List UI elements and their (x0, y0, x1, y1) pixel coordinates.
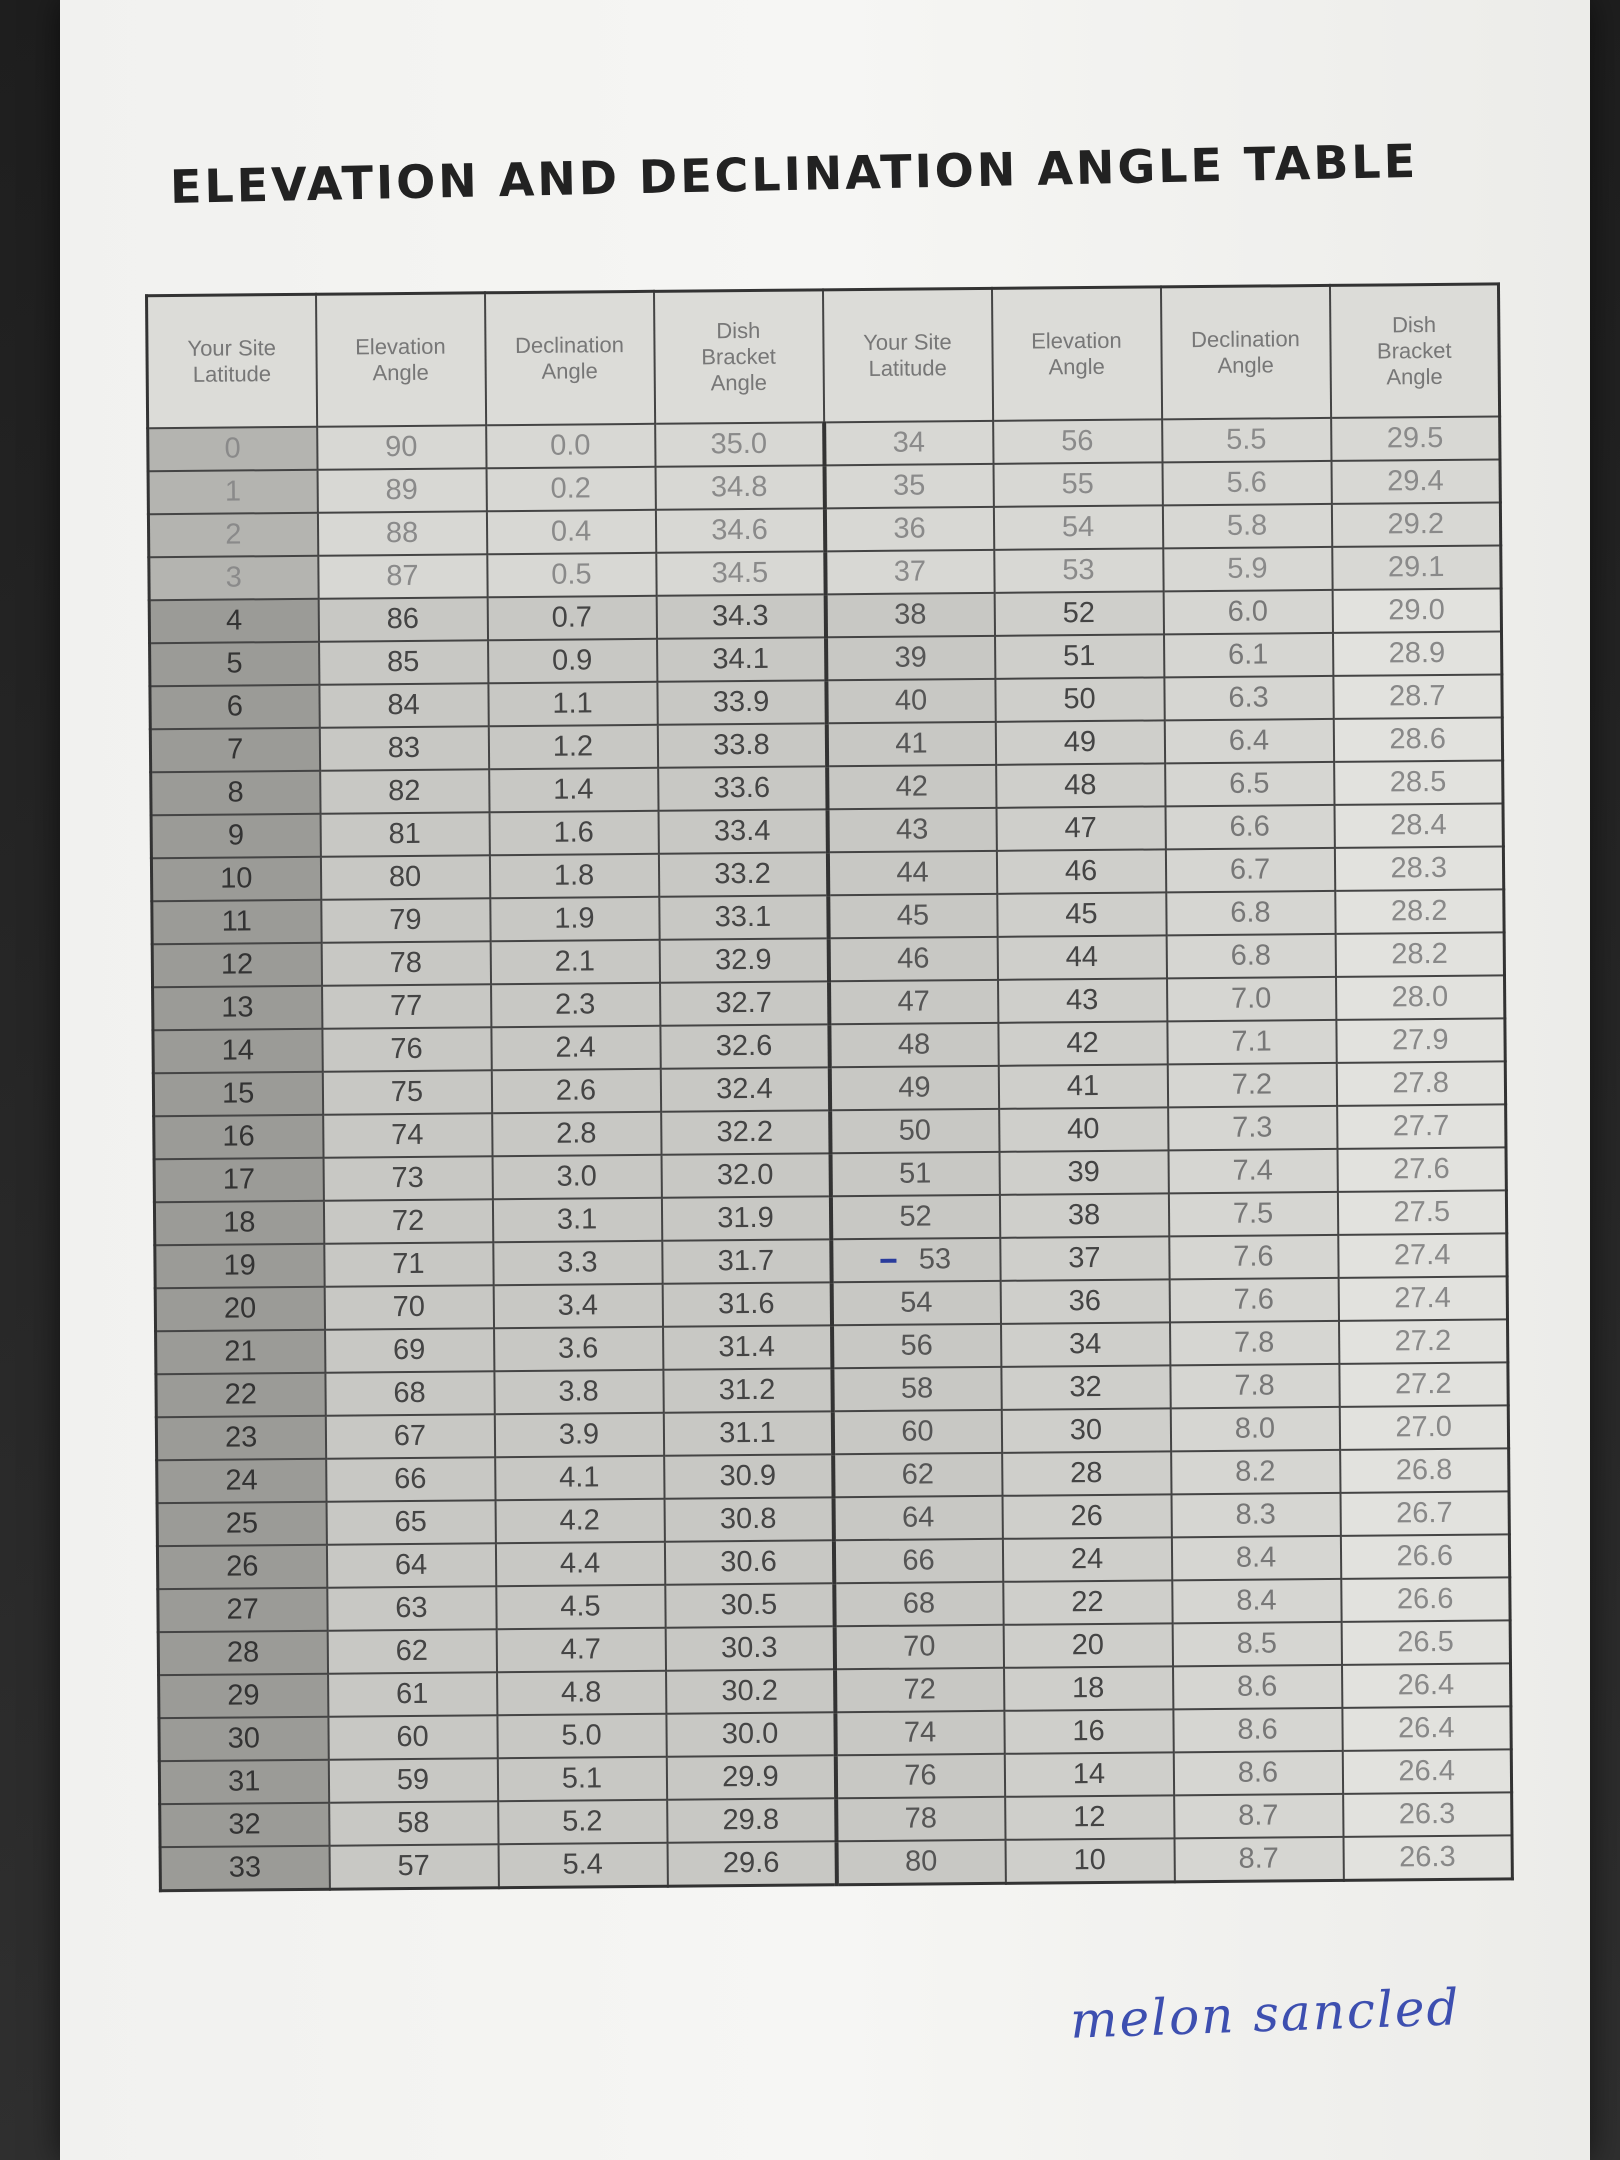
cell-dish-bracket-angle: 28.2 (1335, 889, 1504, 933)
cell-site-latitude: 16 (154, 1115, 323, 1159)
cell-declination-angle: 1.1 (488, 682, 657, 726)
cell-declination-angle: 5.6 (1162, 461, 1331, 505)
cell-site-latitude: 35 (824, 464, 993, 508)
cell-declination-angle: 7.2 (1167, 1063, 1336, 1107)
cell-elevation-angle: 50 (995, 677, 1164, 721)
cell-dish-bracket-angle: 26.4 (1342, 1663, 1511, 1707)
cell-declination-angle: 6.0 (1163, 590, 1332, 634)
cell-site-latitude: 1 (148, 470, 317, 514)
cell-elevation-angle: 59 (328, 1758, 497, 1802)
cell-elevation-angle: 12 (1005, 1795, 1174, 1839)
cell-site-latitude: 49 (829, 1066, 998, 1110)
cell-elevation-angle: 47 (996, 806, 1165, 850)
cell-dish-bracket-angle: 28.2 (1335, 932, 1504, 976)
cell-site-latitude: 46 (828, 937, 997, 981)
cell-declination-angle: 8.7 (1174, 1794, 1343, 1838)
cell-elevation-angle: 26 (1002, 1494, 1171, 1538)
cell-dish-bracket-angle: 32.7 (660, 981, 829, 1025)
cell-elevation-angle: 37 (1000, 1236, 1169, 1280)
cell-dish-bracket-angle: 27.0 (1339, 1405, 1508, 1449)
cell-declination-angle: 0.9 (488, 639, 657, 683)
cell-dish-bracket-angle: 27.6 (1337, 1147, 1506, 1191)
cell-elevation-angle: 66 (326, 1457, 495, 1501)
cell-declination-angle: 3.3 (493, 1241, 662, 1285)
cell-dish-bracket-angle: 35.0 (655, 422, 824, 466)
header-row (147, 284, 1500, 428)
cell-elevation-angle: 52 (994, 591, 1163, 635)
cell-site-latitude: 6 (150, 685, 319, 729)
cell-dish-bracket-angle: 26.3 (1343, 1835, 1512, 1880)
cell-site-latitude: 18 (154, 1201, 323, 1245)
cell-dish-bracket-angle: 30.2 (666, 1669, 835, 1713)
cell-elevation-angle: 60 (328, 1715, 497, 1759)
cell-elevation-angle: 30 (1001, 1408, 1170, 1452)
cell-elevation-angle: 32 (1001, 1365, 1170, 1409)
cell-declination-angle: 4.1 (495, 1456, 664, 1500)
cell-elevation-angle: 58 (329, 1801, 498, 1845)
cell-site-latitude: 41 (826, 722, 995, 766)
cell-site-latitude: 45 (828, 894, 997, 938)
cell-site-latitude: 36 (824, 507, 993, 551)
cell-dish-bracket-angle: 29.5 (1331, 416, 1500, 460)
cell-declination-angle: 3.4 (493, 1284, 662, 1328)
cell-elevation-angle: 39 (999, 1150, 1168, 1194)
cell-dish-bracket-angle: 31.6 (662, 1282, 831, 1326)
cell-dish-bracket-angle: 32.0 (661, 1153, 830, 1197)
cell-elevation-angle: 54 (993, 505, 1162, 549)
cell-elevation-angle: 78 (321, 941, 490, 985)
cell-dish-bracket-angle: 28.6 (1333, 717, 1502, 761)
cell-site-latitude: 78 (836, 1797, 1005, 1841)
cell-declination-angle: 4.8 (497, 1671, 666, 1715)
cell-value: 53 (918, 1243, 952, 1276)
header-dish-bracket-angle: Dish Bracket Angle (653, 290, 823, 424)
cell-declination-angle: 6.8 (1166, 891, 1335, 935)
cell-declination-angle: 6.8 (1166, 934, 1335, 978)
cell-declination-angle: 8.2 (1171, 1450, 1340, 1494)
cell-declination-angle: 7.8 (1170, 1321, 1339, 1365)
cell-elevation-angle: 55 (993, 462, 1162, 506)
cell-declination-angle: 2.4 (491, 1026, 660, 1070)
cell-declination-angle: 8.3 (1171, 1493, 1340, 1537)
table-container (60, 282, 1604, 1893)
cell-elevation-angle: 89 (317, 468, 486, 512)
cell-declination-angle: 0.7 (487, 596, 656, 640)
cell-dish-bracket-angle: 29.4 (1331, 459, 1500, 503)
cell-site-latitude: 37 (825, 550, 994, 594)
cell-dish-bracket-angle: 32.6 (660, 1024, 829, 1068)
cell-declination-angle: 7.0 (1167, 977, 1336, 1021)
cell-elevation-angle: 67 (325, 1414, 494, 1458)
cell-site-latitude: 25 (157, 1502, 326, 1546)
cell-dish-bracket-angle: 30.3 (665, 1626, 834, 1670)
cell-dish-bracket-angle: 30.6 (664, 1540, 833, 1584)
cell-declination-angle: 0.5 (487, 553, 656, 597)
cell-elevation-angle: 62 (327, 1629, 496, 1673)
cell-site-latitude: 0 (148, 427, 317, 471)
cell-elevation-angle: 49 (995, 720, 1164, 764)
cell-dish-bracket-angle: 34.5 (656, 551, 825, 595)
cell-elevation-angle: 68 (325, 1371, 494, 1415)
cell-declination-angle: 8.4 (1171, 1536, 1340, 1580)
cell-elevation-angle: 57 (329, 1844, 498, 1889)
cell-elevation-angle: 73 (323, 1156, 492, 1200)
cell-declination-angle: 8.6 (1173, 1751, 1342, 1795)
header-site-latitude: Your Site Latitude (147, 294, 317, 428)
cell-dish-bracket-angle: 31.7 (662, 1239, 831, 1283)
cell-declination-angle: 6.1 (1164, 633, 1333, 677)
cell-declination-angle: 7.5 (1168, 1192, 1337, 1236)
cell-elevation-angle: 36 (1000, 1279, 1169, 1323)
cell-elevation-angle: 74 (323, 1113, 492, 1157)
cell-dish-bracket-angle: 26.4 (1342, 1706, 1511, 1750)
cell-dish-bracket-angle: 31.1 (663, 1411, 832, 1455)
cell-dish-bracket-angle: 30.0 (666, 1712, 835, 1756)
header-elevation-angle: Elevation Angle (316, 293, 486, 427)
cell-site-latitude (831, 1238, 1000, 1282)
cell-site-latitude: 11 (152, 900, 321, 944)
cell-declination-angle: 6.4 (1164, 719, 1333, 763)
cell-elevation-angle: 77 (322, 984, 491, 1028)
header-site-latitude: Your Site Latitude (822, 288, 992, 422)
cell-site-latitude: 22 (156, 1373, 325, 1417)
cell-dish-bracket-angle: 26.3 (1343, 1792, 1512, 1836)
cell-declination-angle: 8.4 (1172, 1579, 1341, 1623)
cell-dish-bracket-angle: 29.9 (666, 1755, 835, 1799)
cell-elevation-angle: 75 (322, 1070, 491, 1114)
cell-declination-angle: 1.6 (489, 811, 658, 855)
cell-site-latitude: 14 (153, 1029, 322, 1073)
cell-elevation-angle: 53 (994, 548, 1163, 592)
cell-elevation-angle: 34 (1001, 1322, 1170, 1366)
angle-table (145, 282, 1514, 1892)
cell-elevation-angle: 56 (993, 419, 1162, 463)
cell-dish-bracket-angle: 28.0 (1335, 975, 1504, 1019)
cell-site-latitude: 19 (155, 1244, 324, 1288)
cell-declination-angle: 5.8 (1162, 504, 1331, 548)
cell-site-latitude: 48 (829, 1023, 998, 1067)
cell-site-latitude: 70 (834, 1625, 1003, 1669)
cell-elevation-angle: 18 (1004, 1666, 1173, 1710)
cell-site-latitude: 44 (827, 851, 996, 895)
cell-site-latitude: 66 (833, 1539, 1002, 1583)
cell-elevation-angle: 90 (317, 425, 486, 469)
cell-site-latitude: 2 (148, 513, 317, 557)
cell-site-latitude: 5 (150, 642, 319, 686)
cell-elevation-angle: 65 (326, 1500, 495, 1544)
cell-elevation-angle: 45 (997, 892, 1166, 936)
table-body (148, 416, 1513, 1890)
cell-elevation-angle: 42 (998, 1021, 1167, 1065)
cell-elevation-angle: 64 (326, 1543, 495, 1587)
cell-elevation-angle: 88 (317, 511, 486, 555)
cell-dish-bracket-angle: 33.4 (658, 809, 827, 853)
cell-dish-bracket-angle: 27.2 (1339, 1362, 1508, 1406)
cell-elevation-angle: 80 (320, 855, 489, 899)
cell-elevation-angle: 48 (996, 763, 1165, 807)
cell-elevation-angle: 86 (318, 597, 487, 641)
cell-dish-bracket-angle: 33.1 (659, 895, 828, 939)
paper-sheet (60, 0, 1590, 2160)
cell-declination-angle: 0.4 (486, 510, 655, 554)
cell-site-latitude: 52 (830, 1195, 999, 1239)
cell-elevation-angle: 85 (319, 640, 488, 684)
cell-declination-angle: 7.6 (1169, 1235, 1338, 1279)
cell-dish-bracket-angle: 29.2 (1331, 502, 1500, 546)
cell-dish-bracket-angle: 33.6 (658, 766, 827, 810)
cell-declination-angle: 1.2 (488, 725, 657, 769)
cell-elevation-angle: 83 (319, 726, 488, 770)
cell-elevation-angle: 41 (998, 1064, 1167, 1108)
cell-declination-angle: 1.9 (490, 897, 659, 941)
cell-dish-bracket-angle: 32.9 (659, 938, 828, 982)
cell-site-latitude: 24 (157, 1459, 326, 1503)
cell-declination-angle: 8.5 (1172, 1622, 1341, 1666)
cell-site-latitude: 60 (832, 1410, 1001, 1454)
cell-dish-bracket-angle: 30.8 (664, 1497, 833, 1541)
cell-site-latitude: 30 (159, 1717, 328, 1761)
cell-declination-angle: 1.8 (489, 854, 658, 898)
cell-declination-angle: 5.1 (497, 1757, 666, 1801)
cell-site-latitude: 17 (154, 1158, 323, 1202)
cell-elevation-angle: 28 (1002, 1451, 1171, 1495)
cell-dish-bracket-angle: 29.8 (667, 1798, 836, 1842)
cell-dish-bracket-angle: 33.9 (657, 680, 826, 724)
cell-site-latitude: 47 (829, 980, 998, 1024)
cell-declination-angle: 5.9 (1163, 547, 1332, 591)
cell-dish-bracket-angle: 26.7 (1340, 1491, 1509, 1535)
cell-site-latitude: 56 (832, 1324, 1001, 1368)
cell-dish-bracket-angle: 29.6 (667, 1841, 836, 1886)
cell-site-latitude: 27 (158, 1588, 327, 1632)
cell-declination-angle: 4.2 (495, 1499, 664, 1543)
cell-declination-angle: 2.1 (490, 940, 659, 984)
header-dish-bracket-angle: Dish Bracket Angle (1329, 284, 1499, 418)
cell-declination-angle: 6.7 (1165, 848, 1334, 892)
cell-declination-angle: 8.7 (1174, 1837, 1343, 1882)
cell-declination-angle: 4.5 (496, 1585, 665, 1629)
cell-declination-angle: 6.3 (1164, 676, 1333, 720)
cell-elevation-angle: 70 (324, 1285, 493, 1329)
cell-elevation-angle: 22 (1003, 1580, 1172, 1624)
cell-site-latitude: 28 (158, 1631, 327, 1675)
cell-site-latitude: 50 (830, 1109, 999, 1153)
cell-site-latitude: 9 (151, 814, 320, 858)
cell-site-latitude: 31 (159, 1760, 328, 1804)
cell-elevation-angle: 79 (321, 898, 490, 942)
cell-site-latitude: 33 (160, 1846, 329, 1891)
cell-dish-bracket-angle: 26.6 (1341, 1577, 1510, 1621)
cell-declination-angle: 3.1 (492, 1198, 661, 1242)
cell-declination-angle: 8.6 (1173, 1708, 1342, 1752)
cell-elevation-angle: 84 (319, 683, 488, 727)
cell-site-latitude: 54 (831, 1281, 1000, 1325)
cell-elevation-angle: 40 (999, 1107, 1168, 1151)
cell-declination-angle: 2.6 (491, 1069, 660, 1113)
cell-declination-angle: 3.0 (492, 1155, 661, 1199)
cell-declination-angle: 0.0 (486, 424, 655, 468)
cell-dish-bracket-angle: 32.2 (661, 1110, 830, 1154)
cell-site-latitude: 4 (149, 599, 318, 643)
cell-elevation-angle: 81 (320, 812, 489, 856)
cell-elevation-angle: 14 (1004, 1752, 1173, 1796)
cell-declination-angle: 5.2 (498, 1800, 667, 1844)
cell-site-latitude: 21 (156, 1330, 325, 1374)
cell-site-latitude: 51 (830, 1152, 999, 1196)
cell-declination-angle: 0.2 (486, 467, 655, 511)
cell-site-latitude: 42 (827, 765, 996, 809)
pen-mark (881, 1259, 897, 1263)
cell-site-latitude: 68 (834, 1582, 1003, 1626)
header-elevation-angle: Elevation Angle (991, 287, 1161, 421)
cell-elevation-angle: 46 (996, 849, 1165, 893)
cell-site-latitude: 43 (827, 808, 996, 852)
cell-dish-bracket-angle: 26.8 (1340, 1448, 1509, 1492)
cell-dish-bracket-angle: 27.7 (1337, 1104, 1506, 1148)
cell-site-latitude: 38 (825, 593, 994, 637)
cell-declination-angle: 7.3 (1168, 1106, 1337, 1150)
cell-dish-bracket-angle: 34.3 (656, 594, 825, 638)
cell-elevation-angle: 69 (325, 1328, 494, 1372)
cell-dish-bracket-angle: 28.5 (1334, 760, 1503, 804)
cell-elevation-angle: 61 (328, 1672, 497, 1716)
cell-dish-bracket-angle: 34.6 (655, 508, 824, 552)
cell-site-latitude: 13 (153, 986, 322, 1030)
cell-declination-angle: 3.8 (494, 1370, 663, 1414)
cell-elevation-angle: 51 (995, 634, 1164, 678)
cell-elevation-angle: 24 (1002, 1537, 1171, 1581)
cell-declination-angle: 7.4 (1168, 1149, 1337, 1193)
cell-site-latitude: 72 (835, 1668, 1004, 1712)
cell-dish-bracket-angle: 33.8 (657, 723, 826, 767)
cell-declination-angle: 6.6 (1165, 805, 1334, 849)
cell-site-latitude: 40 (826, 679, 995, 723)
header-declination-angle: Declination Angle (484, 291, 654, 425)
cell-site-latitude: 26 (157, 1545, 326, 1589)
cell-dish-bracket-angle: 29.1 (1332, 545, 1501, 589)
cell-declination-angle: 1.4 (489, 768, 658, 812)
cell-declination-angle: 5.5 (1162, 418, 1331, 462)
cell-site-latitude: 62 (833, 1453, 1002, 1497)
cell-site-latitude: 32 (160, 1803, 329, 1847)
cell-dish-bracket-angle: 26.6 (1340, 1534, 1509, 1578)
cell-site-latitude: 39 (826, 636, 995, 680)
cell-site-latitude: 23 (156, 1416, 325, 1460)
cell-site-latitude: 80 (836, 1840, 1005, 1885)
cell-declination-angle: 2.3 (491, 983, 660, 1027)
cell-site-latitude: 64 (833, 1496, 1002, 1540)
cell-declination-angle: 6.5 (1165, 762, 1334, 806)
cell-dish-bracket-angle: 27.4 (1338, 1233, 1507, 1277)
cell-site-latitude: 10 (151, 857, 320, 901)
cell-dish-bracket-angle: 30.5 (665, 1583, 834, 1627)
cell-elevation-angle: 38 (999, 1193, 1168, 1237)
page-title: ELEVATION AND DECLINATION ANGLE TABLE (169, 133, 1419, 214)
cell-dish-bracket-angle: 27.4 (1338, 1276, 1507, 1320)
cell-site-latitude: 34 (824, 421, 993, 465)
cell-site-latitude: 76 (835, 1754, 1004, 1798)
cell-elevation-angle: 10 (1005, 1838, 1174, 1883)
cell-elevation-angle: 44 (997, 935, 1166, 979)
cell-dish-bracket-angle: 27.8 (1336, 1061, 1505, 1105)
cell-declination-angle: 5.0 (497, 1714, 666, 1758)
cell-elevation-angle: 87 (318, 554, 487, 598)
cell-declination-angle: 7.1 (1167, 1020, 1336, 1064)
cell-dish-bracket-angle: 34.8 (655, 465, 824, 509)
cell-elevation-angle: 72 (323, 1199, 492, 1243)
cell-site-latitude: 58 (832, 1367, 1001, 1411)
handwritten-signature: melon sancled (1069, 1978, 1462, 2050)
cell-dish-bracket-angle: 28.9 (1332, 631, 1501, 675)
cell-declination-angle: 7.6 (1169, 1278, 1338, 1322)
cell-dish-bracket-angle: 27.9 (1336, 1018, 1505, 1062)
cell-dish-bracket-angle: 28.3 (1334, 846, 1503, 890)
cell-declination-angle: 7.8 (1170, 1364, 1339, 1408)
cell-elevation-angle: 76 (322, 1027, 491, 1071)
cell-dish-bracket-angle: 31.9 (661, 1196, 830, 1240)
cell-site-latitude: 20 (155, 1287, 324, 1331)
cell-declination-angle: 4.4 (495, 1542, 664, 1586)
cell-site-latitude: 74 (835, 1711, 1004, 1755)
cell-declination-angle: 5.4 (498, 1843, 667, 1888)
cell-declination-angle: 8.0 (1170, 1407, 1339, 1451)
header-declination-angle: Declination Angle (1160, 285, 1330, 419)
cell-site-latitude: 7 (150, 728, 319, 772)
cell-site-latitude: 15 (153, 1072, 322, 1116)
cell-dish-bracket-angle: 32.4 (660, 1067, 829, 1111)
cell-declination-angle: 3.9 (494, 1413, 663, 1457)
cell-site-latitude: 29 (159, 1674, 328, 1718)
cell-dish-bracket-angle: 26.5 (1341, 1620, 1510, 1664)
cell-dish-bracket-angle: 27.2 (1339, 1319, 1508, 1363)
cell-elevation-angle: 16 (1004, 1709, 1173, 1753)
cell-site-latitude: 12 (152, 943, 321, 987)
cell-dish-bracket-angle: 26.4 (1342, 1749, 1511, 1793)
cell-declination-angle: 8.6 (1173, 1665, 1342, 1709)
cell-dish-bracket-angle: 34.1 (657, 637, 826, 681)
cell-dish-bracket-angle: 28.7 (1333, 674, 1502, 718)
cell-dish-bracket-angle: 33.2 (658, 852, 827, 896)
cell-dish-bracket-angle: 28.4 (1334, 803, 1503, 847)
cell-elevation-angle: 20 (1003, 1623, 1172, 1667)
cell-site-latitude: 8 (151, 771, 320, 815)
cell-elevation-angle: 43 (998, 978, 1167, 1022)
cell-elevation-angle: 82 (320, 769, 489, 813)
cell-dish-bracket-angle: 31.4 (663, 1325, 832, 1369)
cell-elevation-angle: 63 (327, 1586, 496, 1630)
cell-declination-angle: 2.8 (492, 1112, 661, 1156)
cell-declination-angle: 4.7 (496, 1628, 665, 1672)
cell-dish-bracket-angle: 27.5 (1337, 1190, 1506, 1234)
cell-dish-bracket-angle: 29.0 (1332, 588, 1501, 632)
cell-dish-bracket-angle: 31.2 (663, 1368, 832, 1412)
cell-declination-angle: 3.6 (494, 1327, 663, 1371)
cell-site-latitude: 3 (149, 556, 318, 600)
cell-dish-bracket-angle: 30.9 (664, 1454, 833, 1498)
cell-elevation-angle: 71 (324, 1242, 493, 1286)
